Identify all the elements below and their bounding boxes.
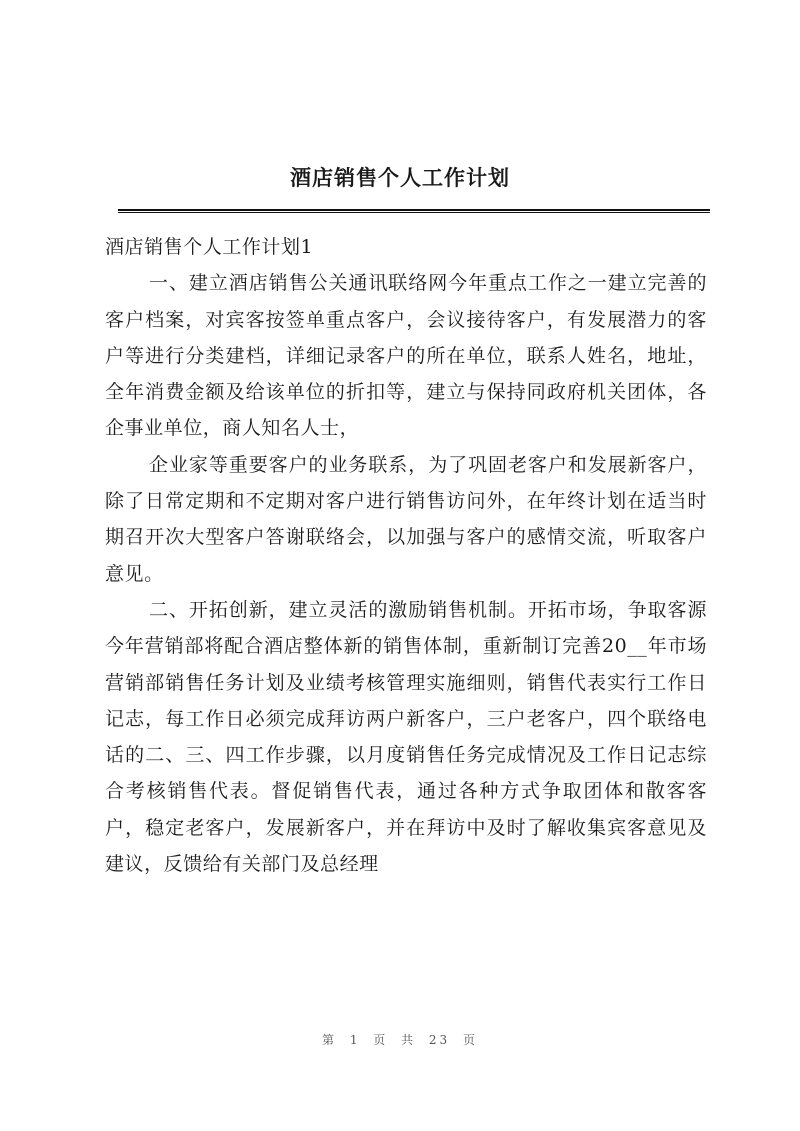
document-body [105,229,707,882]
document-title: 酒店销售个人工作计划 [290,165,510,190]
title-divider [118,209,710,213]
paragraph-2: 企业家等重要客户的业务联系，为了巩固老客户和发展新客户，除了日常定期和不定期对客户进行销售访问外，在年终计划在适当时期召开次大型客户答谢联络会，以加强与客户的感情交流，听取客户意见。 [105,453,707,585]
paragraph-3: 二、开拓创新，建立灵活的激励销售机制。开拓市场，争取客源今年营销部将配合酒店整体新的销售体制，重新制订完善20__年市场营销部销售任务计划及业绩考核管理实施细则，销售代表实行工作日记志，每工作日必须完成拜访两户新客户，三户老客户，四个联络电话的二、三、四工作步骤，以月度销售任务完成情况及工作日记志综合考核销售代表。督促销售代表，通过各种方式争取团体和散客客户，稳定老客户，发展新客户，并在拜访中及时了解收集宾客意见及建议，反馈给有关部门及总经理 [105,598,707,876]
section-subtitle: 酒店销售个人工作计划1 [105,236,314,258]
page-footer: 第 1 页 共 23 页 [322,1033,478,1047]
paragraph-1: 一、建立酒店销售公关通讯联络网今年重点工作之一建立完善的客户档案，对宾客按签单重点客户，会议接待客户，有发展潜力的客户等进行分类建档，详细记录客户的所在单位，联系人姓名，地址，全年消费金额及给该单位的折扣等，建立与保持同政府机关团体，各企事业单位，商人知名人士， [105,272,707,440]
